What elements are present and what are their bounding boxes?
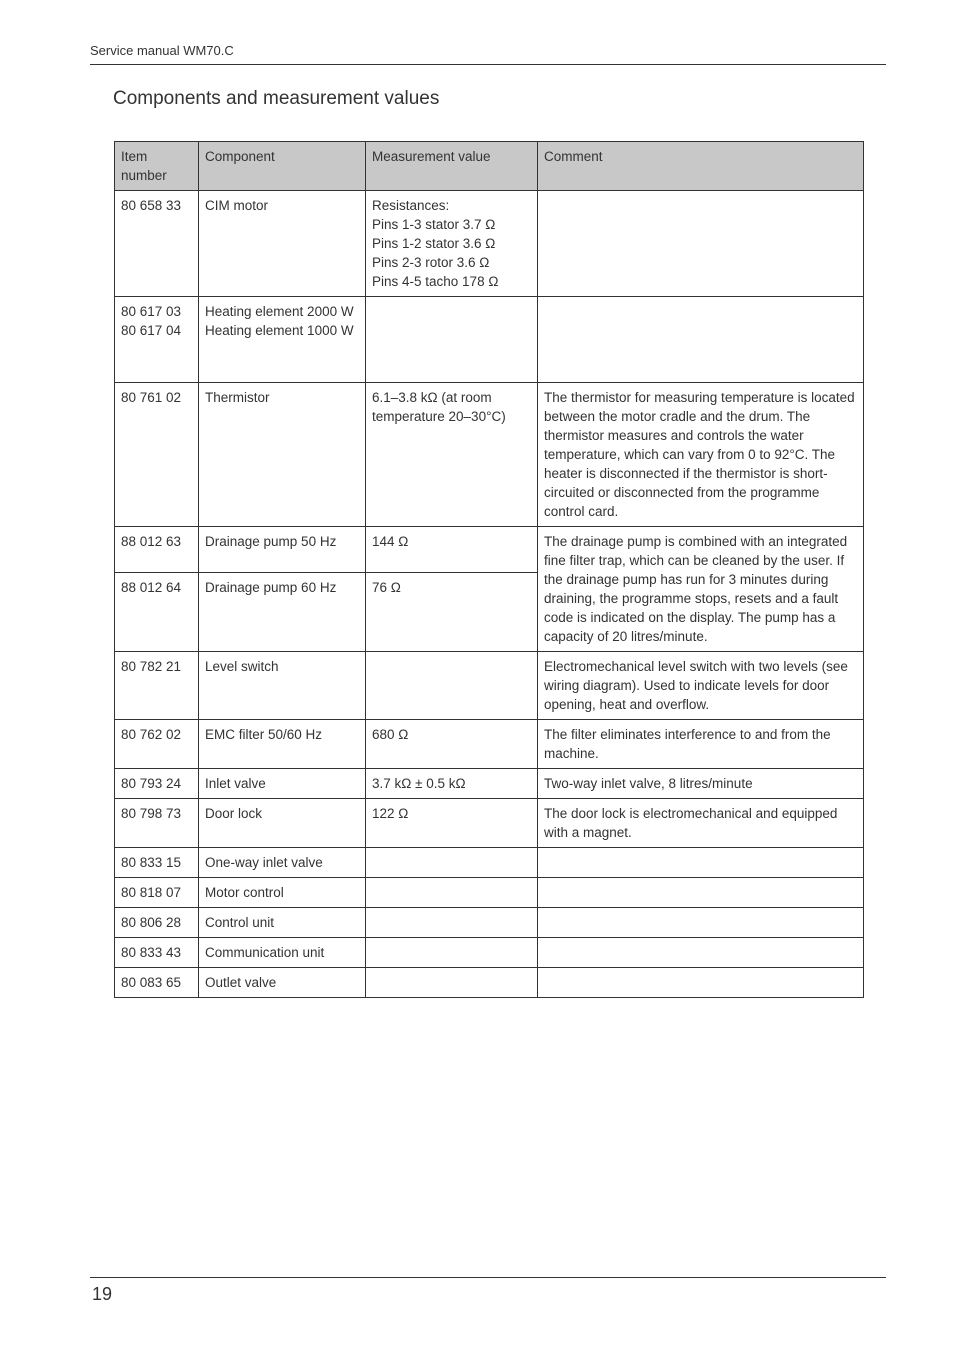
component-line: Heating element 1000 W xyxy=(205,323,354,338)
measurement-line: Resistances: xyxy=(372,198,450,213)
comment-cell: The drainage pump is combined with an integrated fine filter trap, which can be cleaned by the user. If the drainage pump has run for 3 minutes during draining, the programme stops, resets and a fault code is indicated on the display. The pump has a capacity of 20 litres/minute. xyxy=(538,527,864,652)
comment-cell: Electromechanical level switch with two levels (see wiring diagram). Used to indicate levels for door opening, heat and overflow. xyxy=(538,652,864,720)
item-number-cell: 80 833 43 xyxy=(115,938,199,968)
comment-cell xyxy=(538,938,864,968)
measurement-cell: 680 Ω xyxy=(366,720,538,769)
table-row xyxy=(115,848,864,878)
measurement-cell xyxy=(366,191,538,297)
measurement-cell xyxy=(366,297,538,383)
table-row xyxy=(115,652,864,720)
table-row xyxy=(115,878,864,908)
table-row xyxy=(115,769,864,799)
comment-cell: The thermistor for measuring temperature is located between the motor cradle and the drum. The thermistor measures and controls the water temperature, which can vary from 0 to 92°C. The heater is disconnected if the thermistor is short-circuited or disconnected from the programme control card. xyxy=(538,383,864,527)
table-row xyxy=(115,720,864,769)
component-cell: Door lock xyxy=(199,799,366,848)
column-header-comment: Comment xyxy=(538,142,864,191)
section-title: Components and measurement values xyxy=(113,88,440,109)
page-number: 19 xyxy=(92,1284,113,1304)
table-row xyxy=(115,938,864,968)
item-number-cell: 80 798 73 xyxy=(115,799,199,848)
item-number-cell: 88 012 64 xyxy=(115,573,199,652)
component-cell: Inlet valve xyxy=(199,769,366,799)
item-number-cell: 80 782 21 xyxy=(115,652,199,720)
component-cell: Level switch xyxy=(199,652,366,720)
item-number-cell: 80 793 24 xyxy=(115,769,199,799)
measurement-cell xyxy=(366,848,538,878)
measurement-cell: 122 Ω xyxy=(366,799,538,848)
item-number-cell: 80 818 07 xyxy=(115,878,199,908)
component-line: Heating element 2000 W xyxy=(205,304,354,319)
measurement-cell: 3.7 kΩ ± 0.5 kΩ xyxy=(366,769,538,799)
component-cell: Thermistor xyxy=(199,383,366,527)
component-cell: Drainage pump 60 Hz xyxy=(199,573,366,652)
footer-divider xyxy=(90,1277,886,1278)
component-cell: EMC filter 50/60 Hz xyxy=(199,720,366,769)
component-cell: CIM motor xyxy=(199,191,366,297)
component-cell: One-way inlet valve xyxy=(199,848,366,878)
table-row xyxy=(115,968,864,998)
item-number-cell: 80 762 02 xyxy=(115,720,199,769)
comment-cell xyxy=(538,878,864,908)
table-row xyxy=(115,383,864,527)
column-header-component: Component xyxy=(199,142,366,191)
component-cell: Drainage pump 50 Hz xyxy=(199,527,366,573)
comment-cell xyxy=(538,968,864,998)
comment-cell xyxy=(538,848,864,878)
component-cell: Motor control xyxy=(199,878,366,908)
table-header-row xyxy=(115,142,864,191)
running-header: Service manual WM70.C xyxy=(90,43,234,58)
measurement-line: Pins 1-2 stator 3.6 Ω xyxy=(372,236,496,251)
component-cell: Outlet valve xyxy=(199,968,366,998)
item-number-cell: 88 012 63 xyxy=(115,527,199,573)
measurement-cell xyxy=(366,968,538,998)
measurement-line: Pins 2-3 rotor 3.6 Ω xyxy=(372,255,490,270)
item-number-line: 80 617 04 xyxy=(121,323,182,338)
item-number-cell: 80 761 02 xyxy=(115,383,199,527)
table-row xyxy=(115,908,864,938)
comment-cell: The filter eliminates interference to and from the machine. xyxy=(538,720,864,769)
component-cell: Control unit xyxy=(199,908,366,938)
table-row xyxy=(115,527,864,573)
comment-cell xyxy=(538,297,864,383)
column-header-measurement-value: Measurement value xyxy=(366,142,538,191)
measurement-cell xyxy=(366,938,538,968)
item-number-line: 80 617 03 xyxy=(121,304,182,319)
table-row xyxy=(115,799,864,848)
measurement-cell xyxy=(366,908,538,938)
comment-cell xyxy=(538,908,864,938)
table-row xyxy=(115,297,864,383)
item-number-cell: 80 806 28 xyxy=(115,908,199,938)
components-table xyxy=(114,141,864,998)
item-number-cell: 80 833 15 xyxy=(115,848,199,878)
component-cell xyxy=(199,297,366,383)
measurement-cell: 144 Ω xyxy=(366,527,538,573)
comment-cell xyxy=(538,191,864,297)
item-number-cell: 80 083 65 xyxy=(115,968,199,998)
measurement-cell xyxy=(366,652,538,720)
measurement-cell xyxy=(366,878,538,908)
item-number-cell: 80 658 33 xyxy=(115,191,199,297)
measurement-cell: 6.1–3.8 kΩ (at room temperature 20–30°C) xyxy=(366,383,538,527)
table-row xyxy=(115,191,864,297)
item-number-cell xyxy=(115,297,199,383)
comment-cell: The door lock is electromechanical and equipped with a magnet. xyxy=(538,799,864,848)
comment-cell: Two-way inlet valve, 8 litres/minute xyxy=(538,769,864,799)
header-divider xyxy=(90,64,886,65)
measurement-cell: 76 Ω xyxy=(366,573,538,652)
measurement-line: Pins 4-5 tacho 178 Ω xyxy=(372,274,499,289)
component-cell: Communication unit xyxy=(199,938,366,968)
measurement-line: Pins 1-3 stator 3.7 Ω xyxy=(372,217,496,232)
column-header-item-number: Item number xyxy=(115,142,199,191)
